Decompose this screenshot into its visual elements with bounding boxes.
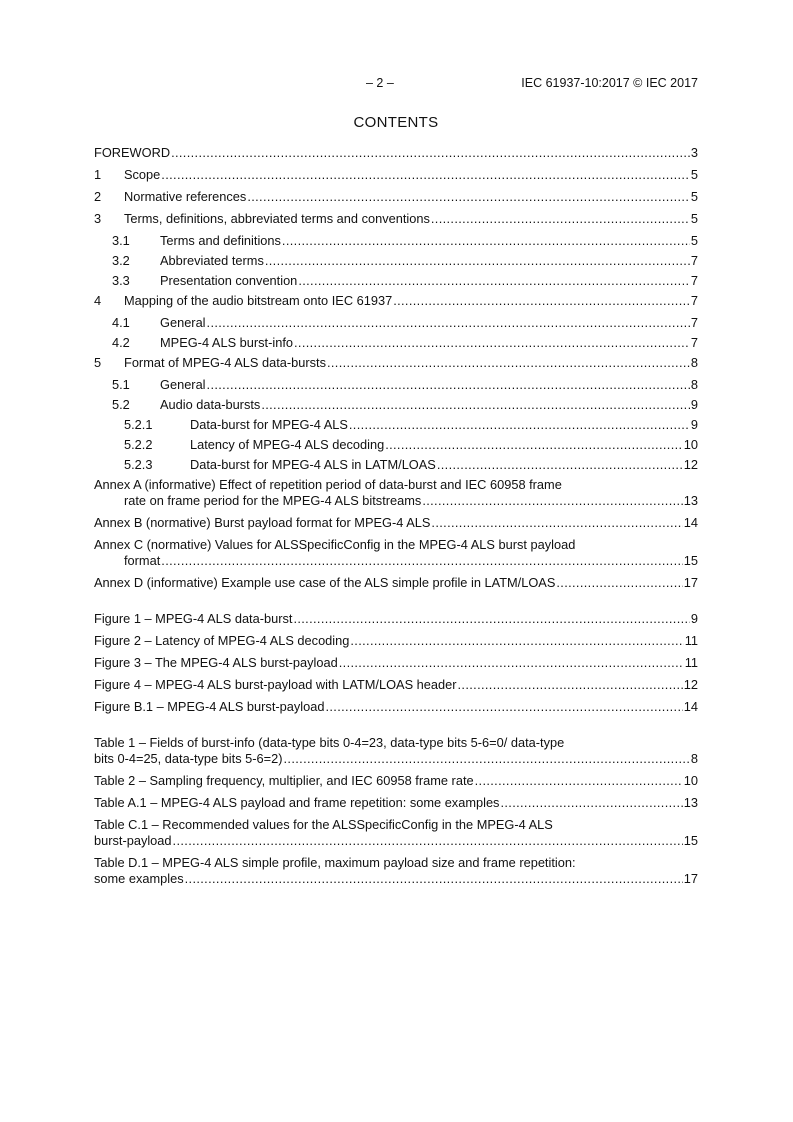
toc-entry-5-2[interactable] — [94, 397, 698, 413]
toc-entry-text: Terms and definitions — [160, 233, 281, 248]
toc-entry-5[interactable] — [94, 355, 698, 371]
toc-entry-page: 11 — [684, 633, 698, 648]
toc-entry-text: Data-burst for MPEG-4 ALS in LATM/LOAS — [190, 457, 436, 472]
toc-entry-page: 8 — [690, 751, 698, 766]
section-spacer — [94, 591, 698, 611]
toc-entry-text: Figure B.1 – MPEG-4 ALS burst-payload — [94, 699, 325, 714]
toc-entry-text: Format of MPEG-4 ALS data-bursts — [124, 355, 326, 370]
toc-entry-text: Presentation convention — [160, 273, 298, 288]
toc-figure-1[interactable] — [94, 611, 698, 627]
toc-table-c1[interactable] — [94, 817, 698, 849]
toc-annex-c[interactable] — [94, 537, 698, 569]
toc-entry-3-1[interactable] — [94, 233, 698, 249]
toc-entry-text: Data-burst for MPEG-4 ALS — [190, 417, 348, 432]
toc-entry-number: 3.2 — [112, 253, 130, 268]
toc-entry-4[interactable] — [94, 293, 698, 309]
toc-entry-5-2-1[interactable] — [94, 417, 698, 433]
toc-figure-4[interactable] — [94, 677, 698, 693]
toc-entry-text: Annex A (informative) Effect of repetition period of data-burst and IEC 60958 frame — [94, 477, 562, 492]
toc-entry-3[interactable] — [94, 211, 698, 227]
toc-entry-page: 9 — [690, 611, 698, 626]
toc-entry-page: 14 — [683, 515, 698, 530]
toc-entry-page: 14 — [683, 699, 698, 714]
toc-annex-a[interactable] — [94, 477, 698, 509]
toc-entry-text: General — [160, 377, 206, 392]
toc-entry-text: Annex C (normative) Values for ALSSpecificConfig in the MPEG-4 ALS burst payload — [94, 537, 576, 552]
toc-entry-text: Table D.1 – MPEG-4 ALS simple profile, maximum payload size and frame repetition: — [94, 855, 576, 870]
toc-entry-number: 5.2 — [112, 397, 130, 412]
toc-entry-number: 1 — [94, 167, 102, 182]
toc-entry-number: 3 — [94, 211, 102, 226]
toc-entry-page: 13 — [683, 795, 698, 810]
toc-entry-text-cont: burst-payload — [94, 833, 172, 848]
toc-entry-5-1[interactable] — [94, 377, 698, 393]
toc-entry-4-1[interactable] — [94, 315, 698, 331]
toc-entry-3-2[interactable] — [94, 253, 698, 269]
toc-entry-text: General — [160, 315, 206, 330]
toc-figure-3[interactable] — [94, 655, 698, 671]
toc-entry-page: 15 — [683, 833, 698, 848]
toc-entry-number: 5.2.3 — [124, 457, 153, 472]
toc-table-2[interactable] — [94, 773, 698, 789]
toc-entry-5-2-3[interactable] — [94, 457, 698, 473]
toc-entry-page: 17 — [683, 871, 698, 886]
toc-entry-page: 8 — [690, 355, 698, 370]
toc-entry-number: 2 — [94, 189, 102, 204]
toc-entry-page: 9 — [690, 417, 698, 432]
toc-entry-text: Normative references — [124, 189, 247, 204]
toc-table-1[interactable] — [94, 735, 698, 767]
toc-entry-page: 12 — [683, 457, 698, 472]
toc-entry-number: 5.2.2 — [124, 437, 153, 452]
toc-entry-page: 5 — [690, 211, 698, 226]
toc-entry-5-2-2[interactable] — [94, 437, 698, 453]
toc-entry-page: 7 — [690, 293, 698, 308]
page-header — [94, 76, 698, 92]
toc-entry-page: 17 — [683, 575, 698, 590]
toc-entry-text: Annex B (normative) Burst payload format for MPEG-4 ALS — [94, 515, 431, 530]
toc-entry-page: 12 — [683, 677, 698, 692]
toc-entry-4-2[interactable] — [94, 335, 698, 351]
toc-entry-number: 5.1 — [112, 377, 130, 392]
toc-entry-page: 7 — [690, 315, 698, 330]
toc-annex-b[interactable] — [94, 515, 698, 531]
toc-entry-text: Figure 3 – The MPEG-4 ALS burst-payload — [94, 655, 338, 670]
toc-entry-page: 5 — [690, 233, 698, 248]
toc-entry-foreword[interactable] — [94, 145, 698, 161]
toc-entry-text-cont: format — [124, 553, 161, 568]
toc-table-a1[interactable] — [94, 795, 698, 811]
toc-entry-page: 5 — [690, 189, 698, 204]
toc-table-d1[interactable] — [94, 855, 698, 887]
toc-entry-number: 4 — [94, 293, 102, 308]
toc-entry-page: 13 — [683, 493, 698, 508]
toc-entry-text: Figure 4 – MPEG-4 ALS burst-payload with LATM/LOAS header — [94, 677, 457, 692]
toc-entry-page: 10 — [683, 773, 698, 788]
page-number: – 2 – — [366, 76, 394, 90]
toc-entry-text: Scope — [124, 167, 161, 182]
toc-entry-text: MPEG-4 ALS burst-info — [160, 335, 293, 350]
toc-entry-text: Audio data-bursts — [160, 397, 261, 412]
toc-entry-text: Figure 1 – MPEG-4 ALS data-burst — [94, 611, 293, 626]
toc-entry-text-cont: bits 0-4=25, data-type bits 5-6=2) — [94, 751, 283, 766]
toc-entry-number: 3.3 — [112, 273, 130, 288]
toc-entry-text: Annex D (informative) Example use case of the ALS simple profile in LATM/LOAS — [94, 575, 556, 590]
toc-entry-text: Latency of MPEG-4 ALS decoding — [190, 437, 385, 452]
toc-entry-text: Table C.1 – Recommended values for the ALSSpecificConfig in the MPEG-4 ALS — [94, 817, 553, 832]
toc-entry-text-cont: some examples — [94, 871, 184, 886]
page-title: CONTENTS — [353, 114, 439, 131]
toc-figure-b1[interactable] — [94, 699, 698, 715]
toc-annex-d[interactable] — [94, 575, 698, 591]
toc-entry-number: 5 — [94, 355, 102, 370]
toc-entry-page: 10 — [683, 437, 698, 452]
toc-entry-3-3[interactable] — [94, 273, 698, 289]
toc-entry-text: Table A.1 – MPEG-4 ALS payload and frame repetition: some examples — [94, 795, 500, 810]
toc-entry-page: 7 — [690, 335, 698, 350]
toc-entry-page: 7 — [690, 273, 698, 288]
toc-entry-text: Table 2 – Sampling frequency, multiplier, and IEC 60958 frame rate — [94, 773, 474, 788]
toc-entry-number: 3.1 — [112, 233, 130, 248]
toc-entry-text: Figure 2 – Latency of MPEG-4 ALS decoding — [94, 633, 350, 648]
toc-entry-page: 7 — [690, 253, 698, 268]
toc-entry-number: 4.1 — [112, 315, 130, 330]
toc-entry-number: 4.2 — [112, 335, 130, 350]
toc-entry-2[interactable] — [94, 189, 698, 205]
toc-entry-text: Abbreviated terms — [160, 253, 264, 268]
toc-entry-text: Terms, definitions, abbreviated terms and conventions — [124, 211, 430, 226]
toc-entry-1[interactable] — [94, 167, 698, 183]
copyright-notice: IEC 61937-10:2017 © IEC 2017 — [521, 76, 698, 90]
toc-entry-page: 15 — [683, 553, 698, 568]
toc-entry-text-cont: rate on frame period for the MPEG-4 ALS bitstreams — [124, 493, 422, 508]
toc-entry-text: Table 1 – Fields of burst-info (data-type bits 0-4=23, data-type bits 5-6=0/ data-type — [94, 735, 565, 750]
toc-figure-2[interactable] — [94, 633, 698, 649]
section-spacer — [94, 715, 698, 735]
toc-entry-text: Mapping of the audio bitstream onto IEC 61937 — [124, 293, 393, 308]
toc-entry-page: 9 — [690, 397, 698, 412]
toc-entry-page: 5 — [690, 167, 698, 182]
table-of-contents — [94, 145, 698, 887]
toc-entry-number: 5.2.1 — [124, 417, 153, 432]
toc-entry-page: 3 — [690, 145, 698, 160]
toc-entry-text: FOREWORD — [94, 145, 171, 160]
toc-entry-page: 8 — [690, 377, 698, 392]
toc-entry-page: 11 — [684, 655, 698, 670]
